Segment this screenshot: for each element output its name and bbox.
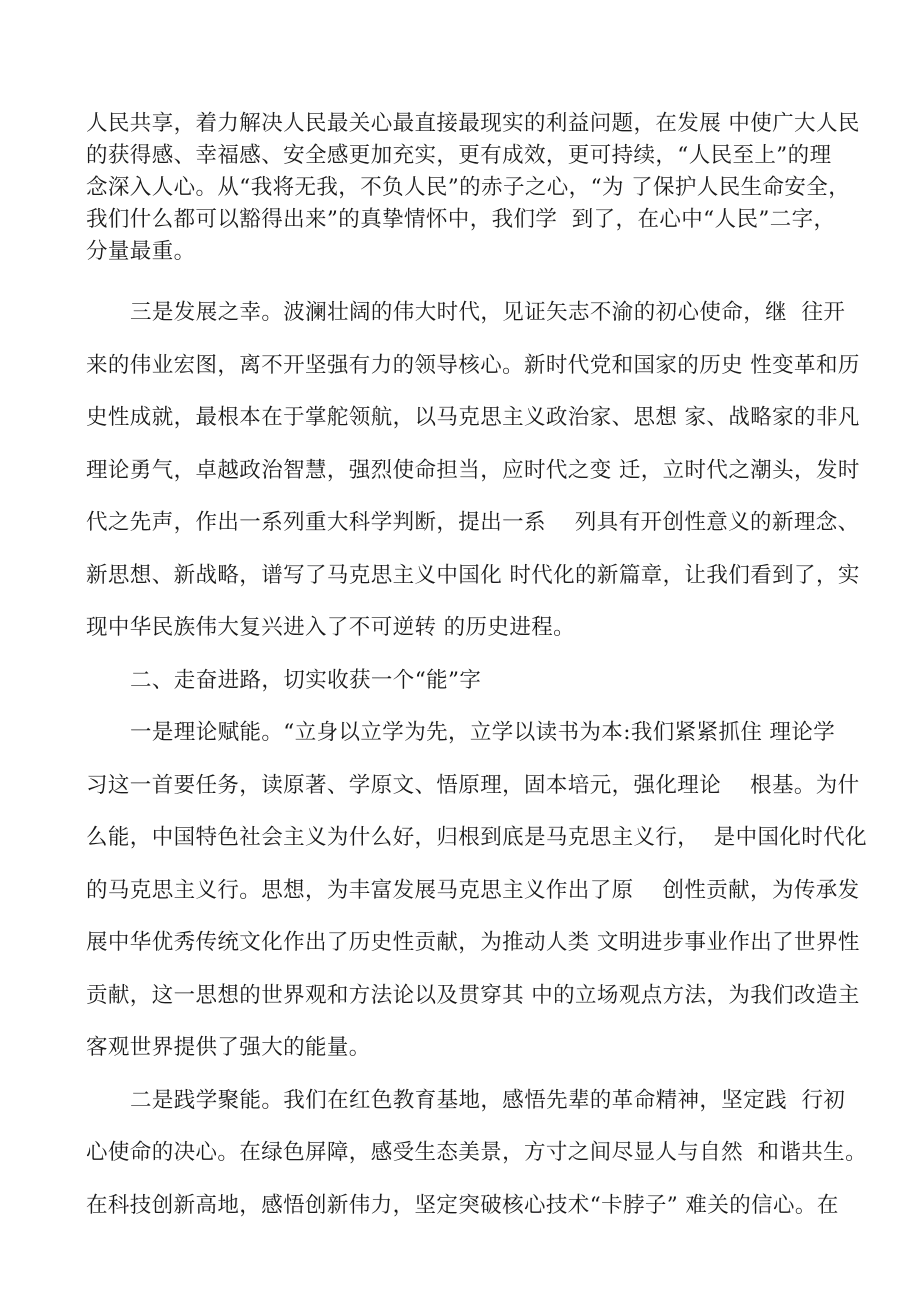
text-line: 新思想、新战略，谱写了马克思主义中国化 时代化的新篇章，让我们看到了，实 bbox=[86, 563, 860, 588]
text-line: 我们什么都可以豁得出来”的真挚情怀中，我们学 到了，在心中“人民”二字， bbox=[86, 207, 836, 232]
text-line: 分量最重。 bbox=[86, 239, 196, 264]
text-line: 三是发展之幸。波澜壮阔的伟大时代，见证矢志不渝的初心使命，继 往开 bbox=[130, 300, 846, 325]
text-line: 的获得感、幸福感、安全感更加充实，更有成效，更可持续，“人民至上”的理 bbox=[86, 143, 832, 168]
text-line: 贡献，这一思想的世界观和方法论以及贯穿其 中的立场观点方法，为我们改造主 bbox=[86, 983, 860, 1008]
text-line: 在科技创新高地，感悟创新伟力，坚定突破核心技术“卡脖子” 难关的信心。在 bbox=[86, 1193, 839, 1218]
text-line: 念深入人心。从“我将无我，不负人民”的赤子之心，“为 了保护人民生命安全， bbox=[86, 175, 851, 200]
text-line: 二是践学聚能。我们在红色教育基地，感悟先辈的革命精神，坚定践 行初 bbox=[130, 1088, 846, 1113]
text-line: 的马克思主义行。思想，为丰富发展马克思主义作出了原 创性贡献，为传承发 bbox=[86, 878, 860, 903]
text-line: 史性成就，最根本在于掌舵领航，以马克思主义政治家、思想 家、战略家的非凡 bbox=[86, 405, 860, 430]
text-line: 么能，中国特色社会主义为什么好，归根到底是马克思主义行， 是中国化时代化 bbox=[86, 825, 867, 850]
text-line: 心使命的决心。在绿色屏障，感受生态美景，方寸之间尽显人与自然 和谐共生。 bbox=[86, 1140, 867, 1165]
text-line: 客观世界提供了强大的能量。 bbox=[86, 1035, 371, 1060]
text-line: 理论勇气，卓越政治智慧，强烈使命担当，应时代之变 迁，立时代之潮头，发时 bbox=[86, 458, 860, 483]
text-line: 一是理论赋能。“立身以立学为先，立学以读书为本:我们紧紧抓住 理论学 bbox=[130, 720, 836, 745]
text-line: 现中华民族伟大复兴进入了不可逆转 的历史进程。 bbox=[86, 615, 576, 640]
text-line: 人民共享，着力解决人民最关心最直接最现实的利益问题，在发展 中使广大人民 bbox=[86, 111, 860, 136]
text-line: 展中华优秀传统文化作出了历史性贡献，为推动人类 文明进步事业作出了世界性 bbox=[86, 930, 860, 955]
section-heading: 二、走奋进路，切实收获一个“能”字 bbox=[130, 668, 482, 693]
text-line: 习这一首要任务，读原著、学原文、悟原理，固本培元，强化理论 根基。为什 bbox=[86, 773, 860, 798]
text-line: 代之先声，作出一系列重大科学判断，提出一系 列具有开创性意义的新理念、 bbox=[86, 510, 860, 535]
text-line: 来的伟业宏图，离不开坚强有力的领导核心。新时代党和国家的历史 性变革和历 bbox=[86, 353, 860, 378]
